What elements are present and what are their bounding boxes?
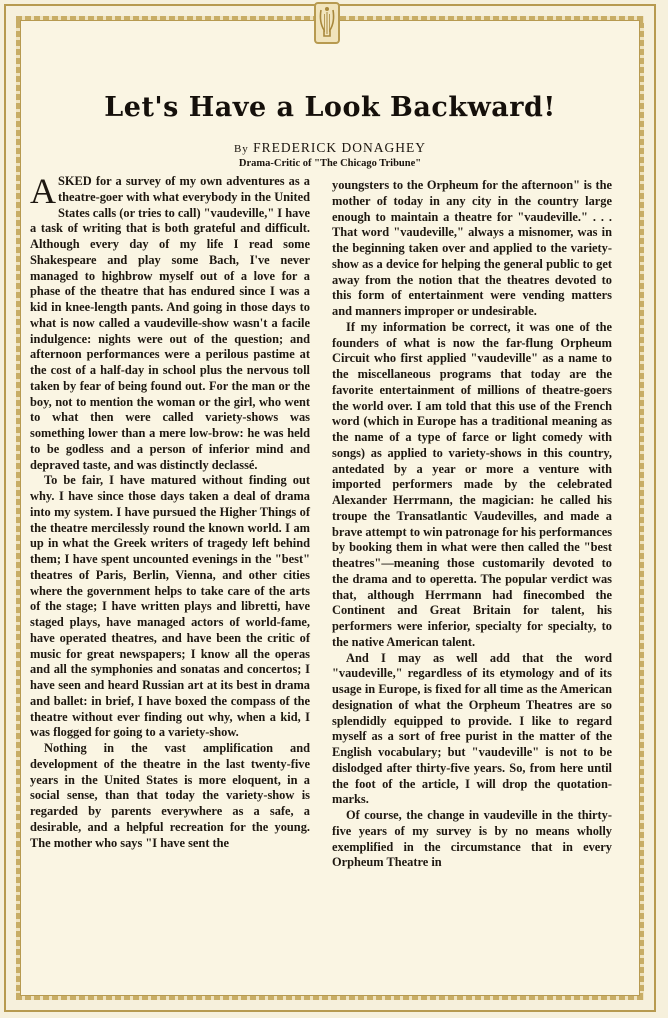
paragraph-text: SKED for a survey of my own adventures as a theatre-goer with what everybody in the United States calls (or tries to call) "vaudeville," I have a task of writing that is both grateful and difficult. Although every day of my life I read some Shakespeare and play some Bach, I've never managed to highbrow myself out of a love for a phase of the theatre that has endured since I was a kid in knee-length pants. And going in those days to what is now called a vaudeville-show wasn't a facile indulgence: nights were out of the question; and afternoon performances were a perilous pastime at the cost of a half-day in school plus the nervous toll taken by fear of being found out. For the man or the boy, not to mention the woman or the girl, who went to what then were called variety-shows was something lower than a mere low-brow: he was held to be godless and a person of inferior mind and depraved taste, and was distinctly declassé. bbox=[30, 174, 311, 472]
paragraph: Nothing in the vast amplification and development of the theatre in the last twenty-five years in the United States is more eloquent, in a social sense, than that today the variety-show is regarded by parents everywhere as a safe, a desirable, and a helpful recreation for the young. The mother who says "I have sent the bbox=[30, 741, 310, 850]
article-title: Let's Have a Look Backward! bbox=[104, 92, 556, 123]
paragraph: To be fair, I have matured without finding out why. I have since those days taken a deal of drama into my system. I have pursued the Higher Things of the theatre mercilessly round the known world. I am up in what the Greek writers of tragedy left behind them; I have spent uncounted evenings in the "best" theatres of Paris, Berlin, Vienna, and other cities where the government helps to take care of the arts of the stage; I have written plays and libretti, have staged plays, have managed actors of world-fame, have operated theatres, and have been the critic of music for great newspapers; I know all the operas and all the symphonies and sonatas and concertos; I have seen and heard Russian art at its best in drama and ballet: in brief, I have boxed the compass of the theatre without ever finding out why, when a kid, I was flogged for going to a variety-show. bbox=[30, 473, 310, 740]
paragraph: And I may as well add that the word "vaudeville," regardless of its etymology and of its usage in Europe, is fixed for all time as the American designation of what the Orpheum Theatres are so splendidly equipped to provide. I like to regard myself as a sort of free purist in the matter of the English vocabulary; but "vaudeville" is not to be dislodged after thirty-five years. So, from here until the foot of the article, I will drop the quotation-marks. bbox=[332, 650, 612, 807]
author-name: FREDERICK DONAGHEY bbox=[253, 140, 427, 155]
paragraph: If my information be correct, it was one of the founders of what is now the far-flung Orpheum Circuit who first applied "vaudeville" as a name to the miscellaneous programs that today are the favorite entertainment of millions of theatre-goers the world over. I am told that this use of the French word (which in Europe has a traditional meaning as the name of a type of farce or light comedy with songs) as applied to variety-shows in this country, antedated by a year or more a venture with imported performers made by the celebrated Alexander Herrmann, the magician: he called his troupe the Transatlantic Vaudevilles, and made a brave attempt to win patronage for his performances by booking them in what were then called the "best theatres"—meaning those customarily devoted to the drama and to operetta. The popular verdict was that, although Herrmann had finecombed the Continent and Great Britain for talent, his performers were inferior, specialty for specialty, to the native American talent. bbox=[332, 319, 613, 649]
right-column bbox=[332, 178, 612, 871]
paragraph bbox=[30, 171, 311, 473]
author-credit: Drama-Critic of "The Chicago Tribune" bbox=[238, 158, 422, 169]
byline-prefix: By bbox=[233, 143, 249, 155]
drop-cap: A bbox=[30, 171, 56, 211]
paragraph: Of course, the change in vaudeville in the thirty-five years of my survey is by no means wholly exemplified in the circumstance that in every Orpheum Theatre in bbox=[332, 808, 612, 870]
byline bbox=[20, 140, 640, 156]
paragraph: youngsters to the Orpheum for the afternoon" is the mother of today in any city in the country large enough to maintain a theatre for "vaudeville." . . . That word "vaudeville," always a misnomer, was in the beginning taken over and applied to the variety-show as a device for helping the general public to get away from the notion that the theatres devoted to this form of entertainment were vending matters and manners improper or undesirable. bbox=[332, 178, 612, 318]
lyre-ornament-icon bbox=[314, 2, 340, 44]
left-column bbox=[30, 171, 311, 851]
